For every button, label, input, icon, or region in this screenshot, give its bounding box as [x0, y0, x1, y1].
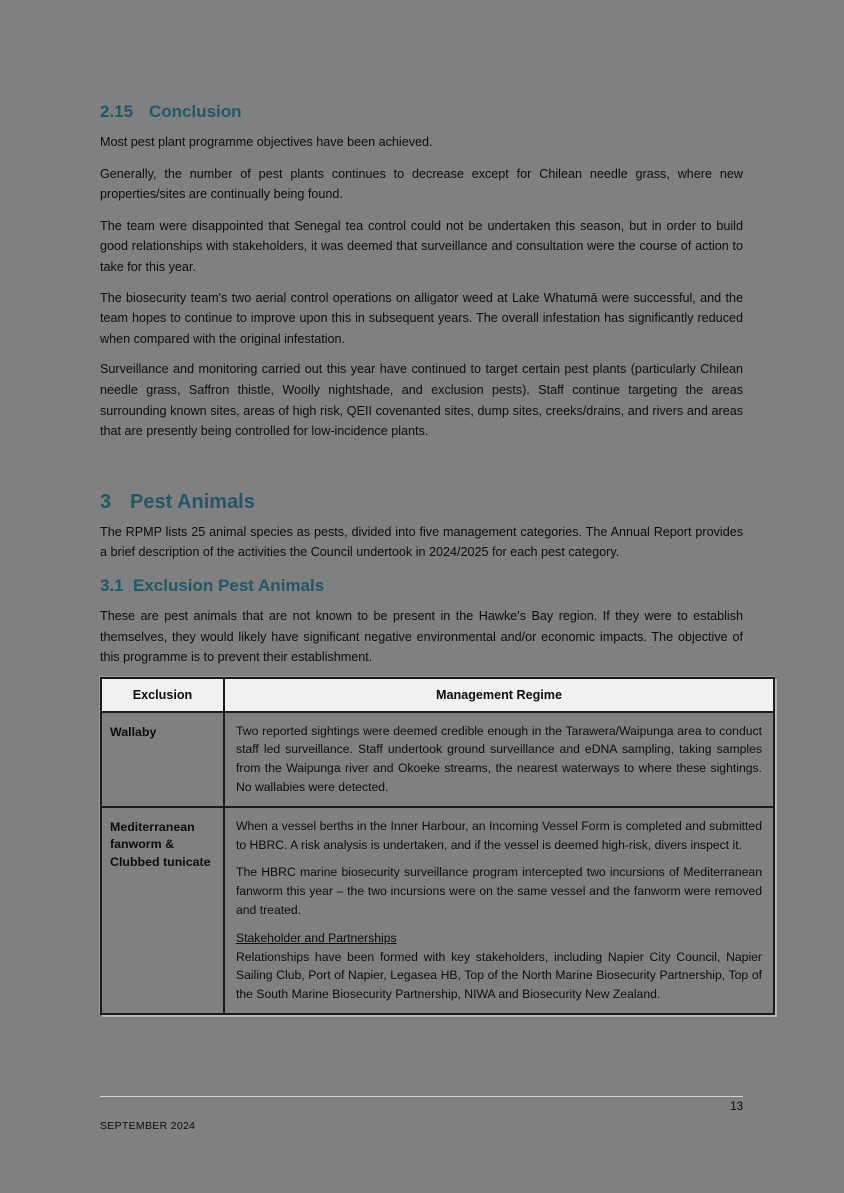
cell-paragraph: Two reported sightings were deemed credible enough in the Tarawera/Waipunga area to conduct staff led surveillance. Staff undertook ground surveillance and eDNA sampling, taking samples from the Waipunga river and Okoeke streams, the nearest waterways to where these sightings. No wallabies were detected. [236, 723, 762, 795]
paragraph: The RPMP lists 25 animal species as pests, divided into five management categories. The Annual Report provides a brief description of the activities the Council undertook in 2024/2025 for each pest category. [100, 524, 743, 560]
cell-paragraph: The HBRC marine biosecurity surveillance program intercepted two incursions of Mediterranean fanworm this year – the two incursions were on the same vessel and the fanworm were removed and treated. [236, 865, 762, 918]
paragraph: Most pest plant programme objectives have been achieved. [100, 135, 433, 149]
cell-paragraph: Relationships have been formed with key stakeholders, including Napier City Council, Napier Sailing Club, Port of Napier, Legasea HB, Top of the North Marine Biosecurity Partnership, Top of the South Marine Biosecurity Partnership, NIWA and Biosecurity New Zealand. [236, 949, 762, 1002]
exclusion-table [100, 677, 775, 1015]
paragraph: Generally, the number of pest plants continues to decrease except for Chilean needle grass, where new properties/sites are continually being found. [100, 166, 743, 202]
paragraph: The biosecurity team's two aerial control operations on alligator weed at Lake Whatumā were successful, and the team hopes to continue to improve upon this in subsequent years. The overall infestation has significantly reduced when compared with the original infestation. [100, 290, 743, 346]
exclusion-table-frame [100, 677, 775, 1015]
table-header-row [102, 679, 773, 713]
footer-date: SEPTEMBER 2024 [100, 1120, 196, 1132]
table-row-wallaby [102, 713, 773, 808]
table-row-mediterranean-fanworm [102, 808, 773, 1013]
section-pest-animals [100, 490, 743, 563]
paragraph: The team were disappointed that Senegal tea control could not be undertaken this season, but in order to build good relationships with stakeholders, it was deemed that surveillance and consultation were the course of action to take for this year. [100, 218, 743, 274]
section-exclusion-pest-animals [100, 575, 743, 668]
paragraph: These are pest animals that are not known to be present in the Hawke's Bay region. If they were to establish themselves, they would likely have significant negative environmental and/or economic impacts. The objective of this programme is to prevent their establishment. [100, 608, 743, 665]
heading-number: 2.15 [100, 102, 134, 121]
row-content [223, 713, 773, 806]
heading-number: 3.1 [100, 575, 124, 595]
section-conclusion [100, 101, 743, 442]
heading-conclusion [100, 101, 743, 122]
row-content [223, 808, 773, 1013]
page-number: 13 [730, 1101, 743, 1113]
row-label: Mediterranean fanworm & Clubbed tunicate [110, 819, 211, 869]
footer [100, 1096, 743, 1132]
heading-number: 3 [100, 490, 112, 513]
column-header-management-regime: Management Regime [223, 679, 773, 711]
column-header-exclusion: Exclusion [132, 687, 193, 702]
cell-paragraph: When a vessel berths in the Inner Harbour, an Incoming Vessel Form is completed and submitted to HBRC. A risk analysis is undertaken, and if the vessel is deemed high-risk, divers inspect it. [236, 818, 762, 852]
row-label: Wallaby [110, 724, 157, 739]
heading-title: Exclusion Pest Animals [133, 575, 325, 595]
heading-exclusion-pest-animals [100, 575, 743, 596]
paragraph: Surveillance and monitoring carried out this year have continued to target certain pest plants (particularly Chilean needle grass, Saffron thistle, Woolly nightshade, and exclusion pests). Staff continue targeting the areas surrounding known sites, areas of high risk, QEII covenanted sites, dump sites, creeks/drains, and rivers and areas that are presently being controlled for low-incidence plants. [100, 362, 743, 439]
page-content [100, 101, 762, 1015]
footer-rule [100, 1096, 743, 1097]
heading-title: Pest Animals [130, 490, 255, 513]
subheading-stakeholder-partnerships: Stakeholder and Partnerships [236, 930, 397, 945]
heading-title: Conclusion [149, 102, 242, 121]
heading-pest-animals [100, 490, 743, 514]
